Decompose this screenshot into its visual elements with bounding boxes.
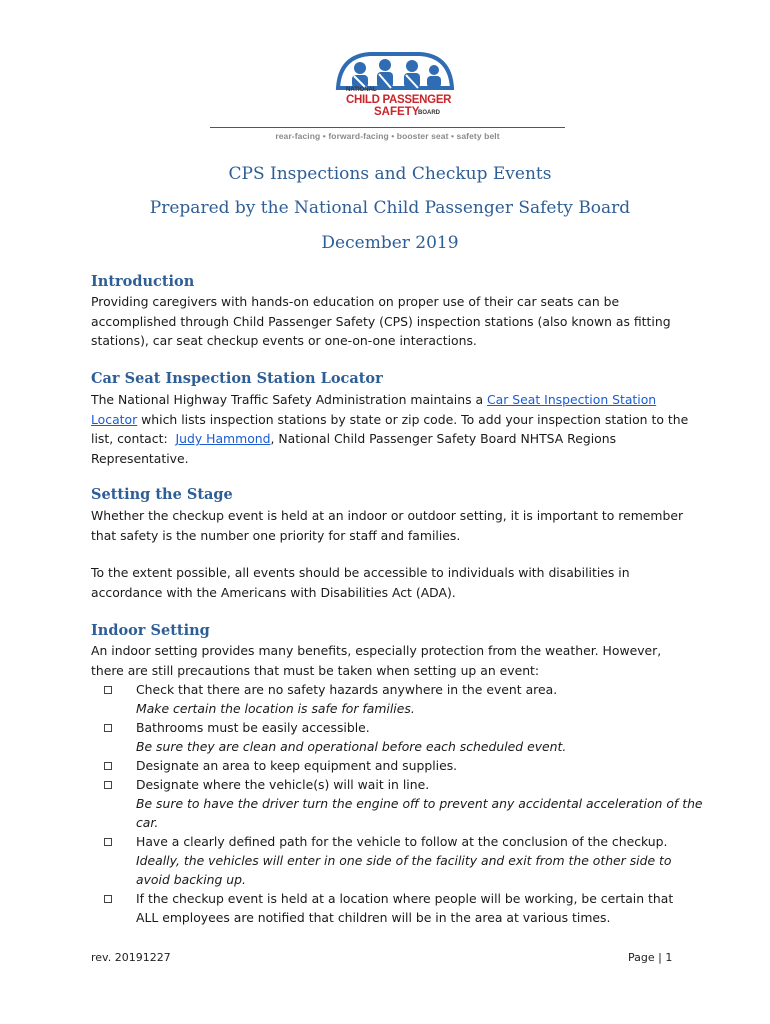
- checklist-item: [91, 718, 711, 756]
- paragraph-stage-1: [91, 506, 691, 545]
- item-text: Designate an area to keep equipment and supplies.: [136, 758, 458, 773]
- item-note: Ideally, the vehicles will enter in one side of the facility and exit from the other side to: [136, 853, 672, 868]
- checklist-item: [91, 889, 711, 927]
- text-line: Whether the checkup event is held at an indoor or outdoor setting, it is important to remember: [91, 508, 684, 523]
- text-line: [91, 410, 691, 430]
- item-text: Have a clearly defined path for the vehicle to follow at the conclusion of the checkup.: [136, 834, 668, 849]
- text-run: list, contact:: [91, 431, 176, 446]
- paragraph-stage-2: [91, 563, 691, 602]
- text-line: An indoor setting provides many benefits, especially protection from the weather. However,: [91, 643, 662, 658]
- checkbox-icon[interactable]: [104, 781, 112, 789]
- text-line: that safety is the number one priority for staff and families.: [91, 527, 461, 543]
- item-text: If the checkup event is held at a location where people will be working, be certain that: [136, 891, 674, 906]
- heading-setting-the-stage: Setting the Stage: [91, 486, 233, 503]
- paragraph-locator: [91, 390, 691, 468]
- item-text: Designate where the vehicle(s) will wait in line.: [136, 777, 430, 792]
- heading-indoor-setting: Indoor Setting: [91, 622, 210, 639]
- logo-line-cps: CHILD PASSENGER: [346, 94, 452, 106]
- text-line: accordance with the Americans with Disabilities Act (ADA).: [91, 584, 456, 600]
- text-line: accomplished through Child Passenger Safety (CPS) inspection stations (also known as fitting: [91, 313, 671, 329]
- text-line: [91, 429, 691, 449]
- checkbox-icon[interactable]: [104, 838, 112, 846]
- checkbox-icon[interactable]: [104, 686, 112, 694]
- locator-link-continued[interactable]: Locator: [91, 411, 138, 427]
- document-title: CPS Inspections and Checkup Events: [228, 164, 552, 184]
- text-line: To the extent possible, all events should be accessible to individuals with disabilities in: [91, 565, 630, 580]
- logo-line-board: BOARD: [418, 110, 440, 116]
- item-text: Bathrooms must be easily accessible.: [136, 720, 370, 735]
- checklist-item: [91, 756, 711, 775]
- checkbox-icon[interactable]: [104, 762, 112, 770]
- text-run: , National Child Passenger Safety Board NHTSA Regions: [270, 431, 617, 446]
- checkbox-icon[interactable]: [104, 724, 112, 732]
- document-subtitle: Prepared by the National Child Passenger Safety Board: [149, 198, 631, 218]
- item-note: car.: [136, 815, 159, 830]
- checklist-item: [91, 680, 711, 718]
- document-date: December 2019: [321, 233, 459, 253]
- locator-link[interactable]: Car Seat Inspection Station: [487, 392, 657, 407]
- item-text: Check that there are no safety hazards anywhere in the event area.: [136, 682, 558, 697]
- logo-line-national: NATIONAL: [346, 87, 377, 93]
- heading-introduction: Introduction: [91, 273, 195, 290]
- footer-revision: rev. 20191227: [91, 951, 171, 964]
- checklist-item: [91, 775, 711, 832]
- text-run: which lists inspection stations by state or zip code. To add your inspection station to the: [137, 411, 689, 427]
- checklist-item: [91, 832, 711, 889]
- text-line: Representative.: [91, 450, 189, 466]
- text-line: [91, 390, 691, 410]
- footer-page-number: Page | 1: [628, 951, 673, 964]
- item-note: Be sure they are clean and operational before each scheduled event.: [136, 739, 567, 754]
- checkbox-icon[interactable]: [104, 895, 112, 903]
- item-text: ALL employees are notified that children will be in the area at various times.: [136, 910, 611, 925]
- text-line: there are still precautions that must be taken when setting up an event:: [91, 662, 540, 678]
- logo-tagline: rear-facing • forward-facing • booster seat • safety belt: [275, 131, 500, 141]
- paragraph-introduction: [91, 292, 691, 351]
- text-run: The National Highway Traffic Safety Administration maintains a: [91, 392, 488, 407]
- checklist: [91, 680, 711, 927]
- logo-line-safety: SAFETY: [374, 106, 420, 118]
- text-line: stations), car seat checkup events or one-on-one interactions.: [91, 333, 477, 348]
- contact-link-judy-hammond[interactable]: Judy Hammond: [175, 431, 271, 446]
- item-note: Be sure to have the driver turn the engine off to prevent any accidental acceleration of the: [136, 796, 703, 811]
- item-note: avoid backing up.: [136, 872, 246, 887]
- item-note: Make certain the location is safe for families.: [136, 701, 415, 716]
- heading-locator: Car Seat Inspection Station Locator: [91, 370, 383, 387]
- logo-divider: [210, 127, 565, 128]
- cps-board-logo: [330, 48, 460, 124]
- paragraph-indoor: [91, 641, 691, 680]
- text-line: Providing caregivers with hands-on education on proper use of their car seats can be: [91, 294, 620, 309]
